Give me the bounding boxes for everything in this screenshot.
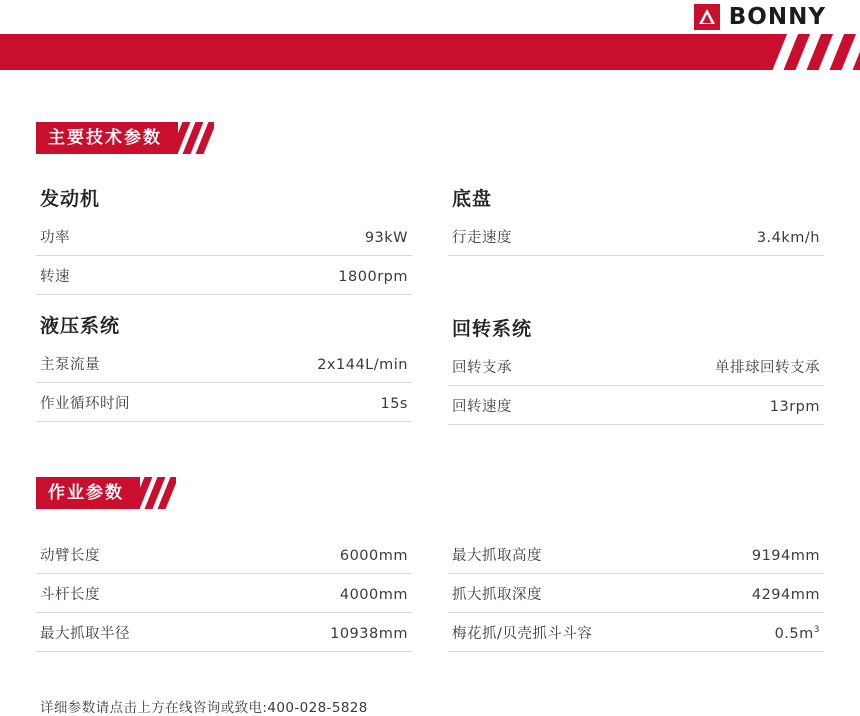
tag-stripes-decoration: [178, 122, 214, 154]
spec-label: 行走速度: [452, 230, 512, 246]
spec-row: [448, 217, 824, 256]
section-tag-label: 主要技术参数: [36, 122, 178, 154]
spec-label: 最大抓取半径: [40, 626, 130, 642]
spec-label: 最大抓取高度: [452, 548, 542, 564]
spec-value: 93kW: [364, 230, 408, 246]
spec-value: 3.4km/h: [756, 230, 820, 246]
spec-value: 13rpm: [769, 399, 820, 415]
group-title-hydraulic: 液压系统: [40, 315, 121, 337]
work-column-right: [448, 535, 824, 652]
spec-group-chassis: [448, 217, 824, 256]
spec-row: [448, 347, 824, 386]
content-area: [0, 70, 860, 716]
spec-value: 9194mm: [751, 548, 820, 564]
brand-bar: [0, 0, 860, 34]
spec-group-hydraulic: [36, 344, 412, 422]
spec-label: 抓大抓取深度: [452, 587, 542, 603]
spec-value: 1800rpm: [338, 269, 408, 285]
spec-row: [36, 613, 412, 652]
spec-row: [36, 256, 412, 295]
spec-label: 功率: [40, 230, 70, 246]
spec-row: [36, 344, 412, 383]
spec-value: 15s: [380, 396, 408, 412]
spec-value: 单排球回转支承: [715, 360, 820, 376]
spec-label: 转速: [40, 269, 70, 285]
spec-value: 4000mm: [339, 587, 408, 603]
spec-label: 主泵流量: [40, 357, 100, 373]
spec-label: 动臂长度: [40, 548, 100, 564]
spec-column-left: [36, 168, 412, 425]
spec-label: 回转速度: [452, 399, 512, 415]
spec-value: 6000mm: [339, 548, 408, 564]
section-tag-label: 作业参数: [36, 477, 140, 509]
section-tag-work-params: [36, 477, 176, 509]
bonny-logo: [694, 4, 826, 30]
red-header-band: [0, 34, 860, 70]
spec-row: [448, 613, 824, 652]
spec-value-superscript: 3: [813, 625, 820, 636]
spec-row: [448, 574, 824, 613]
tag-stripes-decoration: [140, 477, 176, 509]
section-tag-main-specs: [36, 122, 214, 154]
spec-label: 回转支承: [452, 360, 512, 376]
spec-row: [36, 574, 412, 613]
spec-label: 作业循环时间: [40, 396, 130, 412]
spec-value: 2x144L/min: [317, 357, 408, 373]
spec-row: [36, 217, 412, 256]
spec-label: 斗杆长度: [40, 587, 100, 603]
spec-label: 梅花抓/贝壳抓斗斗容: [452, 626, 593, 642]
work-param-grid: [36, 535, 824, 652]
spec-value: 0.5m: [774, 626, 814, 642]
spec-row: [448, 535, 824, 574]
brand-name: BONNY: [728, 4, 826, 30]
spec-group-engine: [36, 217, 412, 295]
spec-column-right: [448, 168, 824, 425]
triangle-logo-icon: [694, 4, 720, 30]
group-title-slewing: 回转系统: [452, 318, 533, 340]
diagonal-stripes-decoration: [740, 34, 860, 70]
spec-row: [448, 386, 824, 425]
work-column-left: [36, 535, 412, 652]
spec-value-with-unit: [775, 625, 820, 642]
spec-row: [36, 535, 412, 574]
spec-group-slewing: [448, 347, 824, 425]
footnote-contact: 详细参数请点击上方在线咨询或致电:400-028-5828: [40, 700, 368, 716]
group-title-chassis: 底盘: [452, 188, 493, 210]
main-spec-grid: [36, 168, 824, 425]
spec-value: 10938mm: [330, 626, 408, 642]
spec-row: [36, 383, 412, 422]
group-title-engine: 发动机: [40, 188, 101, 210]
spec-value: 4294mm: [751, 587, 820, 603]
